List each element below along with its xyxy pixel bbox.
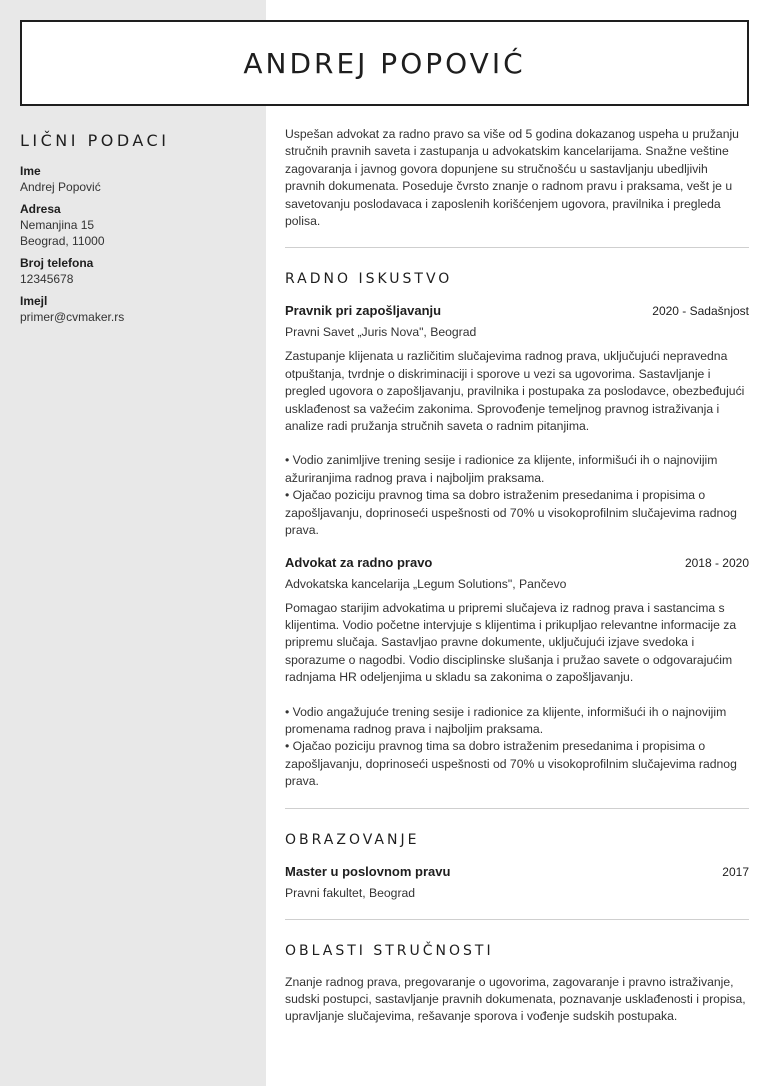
personal-field-email <box>20 293 250 325</box>
candidate-name: ANDREJ POPOVIĆ <box>243 46 526 80</box>
experience-section <box>285 271 749 790</box>
bullet-item: • Ojačao poziciju pravnog tima sa dobro istraženim presedanima i propisima o zapošljavanju, doprinoseći uspešnosti od 70% u visokoprofilnim slučajevima radnog prava. <box>285 739 737 789</box>
field-value: Andrej Popović <box>20 180 101 194</box>
field-label: Adresa <box>20 202 61 216</box>
degree-date: 2017 <box>722 864 749 879</box>
job-entry <box>285 554 749 791</box>
job-bullets <box>285 452 749 539</box>
personal-field-phone <box>20 255 250 287</box>
field-value: Nemanjina 15 <box>20 218 95 232</box>
section-divider <box>285 247 749 248</box>
job-description: Pomagao starijim advokatima u pripremi slučajeva iz radnog prava i sastancima s klijentima. Vodio početne intervjuje s klijentima i prikupljao relevantne informacije za pripremu slučaja. Sastavljao pravne dokumente, uključujući izjave svedoka i sporazume o nagodbi. Vodio disciplinske slušanja i pružao savete o odgovarajućim radnjama HR odeljenjima u skladu sa zakonima o zapošljavanju. <box>285 600 737 685</box>
job-description: Zastupanje klijenata u različitim slučajevima radnog prava, uključujući nepravedna otpuštanja, tvrdnje o diskriminaciji i sporove u vezi sa ugovorima. Sastavljanje i pregled ugovora o zapošljavanju, pravilnika i postupaka za poslodavce, obezbeđujući usklađenost sa važećim zakonima. Sprovođenje temeljnog pravnog istraživanja i analize radi pružanja stručnih saveta o radnim pitanjima. <box>285 349 745 434</box>
experience-title: RADNO ISKUSTVO <box>285 271 453 288</box>
profile-summary: Uspešan advokat za radno pravo sa više od 5 godina dokazanog uspeha u pružanju stručnih pravnih saveta i zastupanja u advokatskim kancelarijama. Snažne veštine zagovaranja i javnog govora dopunjene su stručnošću u sastavljanju ubedljivih pravnih dokumenata. Poseduje čvrsto znanje o radnom pravu i praksama, vešt je u savetovanju poslodavaca i zaposlenih korišćenjem ugovora, pravilnika i pregleda polisa. <box>285 127 739 229</box>
field-label: Imejl <box>20 294 48 308</box>
email-value: primer@cvmaker.rs <box>20 310 125 324</box>
section-divider <box>285 919 749 920</box>
field-label: Broj telefona <box>20 256 94 270</box>
job-entry <box>285 302 749 539</box>
field-label: Ime <box>20 164 41 178</box>
personal-info-section <box>20 131 250 325</box>
skills-text: Znanje radnog prava, pregovaranje o ugovorima, zagovaranje i pravno istraživanje, sudski postupci, sastavljanje pravnih dokumenata, poznavanje usklađenosti i propisa, upravljanje slučajevima, rešavanje sporova i vođenje sudskih postupaka. <box>285 974 746 1024</box>
education-title: OBRAZOVANJE <box>285 831 420 848</box>
education-entry <box>285 863 749 902</box>
bullet-item: • Vodio angažujuće trening sesije i radionice za klijente, informišući ih o najnovijim promenama radnog prava i najboljim praksama. <box>285 704 727 736</box>
school-name: Pravni fakultet, Beograd <box>285 885 416 900</box>
bullet-item: • Vodio zanimljive trening sesije i radionice za klijente, informišući ih o najnovijim ažuriranjima radnog prava i najboljim praksama. <box>285 453 718 485</box>
personal-field-name <box>20 163 250 195</box>
main-content <box>285 126 749 1026</box>
field-value: Beograd, 11000 <box>20 234 105 248</box>
section-divider <box>285 808 749 809</box>
field-value: 12345678 <box>20 272 74 286</box>
job-organization: Pravni Savet „Juris Nova", Beograd <box>285 325 477 340</box>
degree-title: Master u poslovnom pravu <box>285 863 451 879</box>
job-bullets <box>285 704 749 791</box>
personal-info-title: LIČNI PODACI <box>20 131 170 150</box>
personal-field-address <box>20 201 250 249</box>
job-organization: Advokatska kancelarija „Legum Solutions", Pančevo <box>285 576 567 591</box>
education-section <box>285 832 749 902</box>
job-date: 2018 - 2020 <box>684 555 749 570</box>
name-header <box>20 20 749 106</box>
skills-section <box>285 943 749 1026</box>
bullet-item: • Ojačao poziciju pravnog tima sa dobro istraženim presedanima i propisima o zapošljavanju, doprinoseći uspešnosti od 70% u visokoprofilnim slučajevima radnog prava. <box>285 488 737 538</box>
job-title: Pravnik pri zapošljavanju <box>285 303 442 319</box>
job-date: 2020 - Sadašnjost <box>652 304 749 319</box>
job-title: Advokat za radno pravo <box>285 554 433 570</box>
skills-title: OBLASTI STRUČNOSTI <box>285 942 494 959</box>
